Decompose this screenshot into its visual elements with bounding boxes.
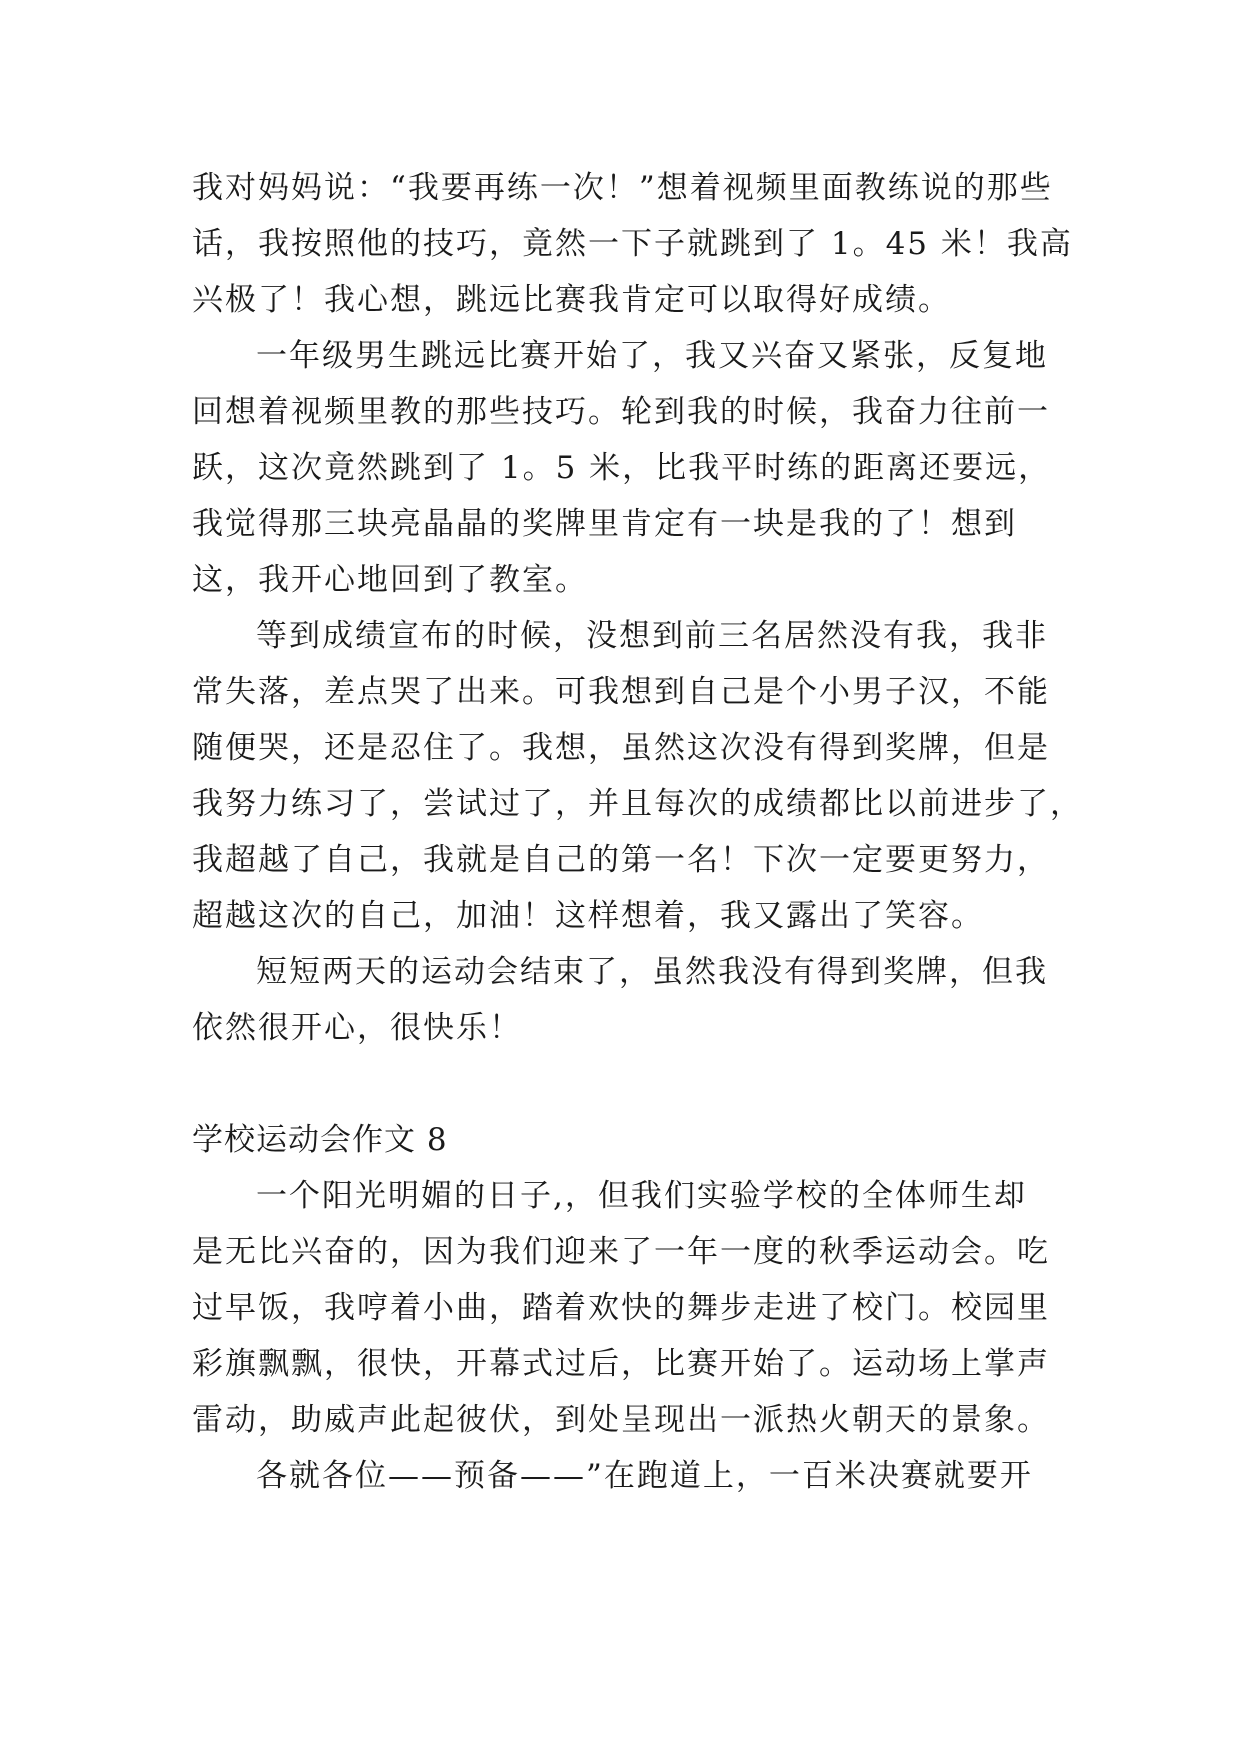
paragraph-line: 超越这次的自己，加油！这样想着，我又露出了笑容。	[192, 898, 984, 934]
paragraph-line: 雷动，助威声此起彼伏，到处呈现出一派热火朝天的景象。	[192, 1402, 1050, 1438]
paragraph-line: 兴极了！我心想，跳远比赛我肯定可以取得好成绩。	[192, 282, 951, 318]
paragraph-line: 过早饭，我哼着小曲，踏着欢快的舞步走进了校门。校园里	[192, 1290, 1050, 1326]
paragraph-line: 跃，这次竟然跳到了 1。5 米，比我平时练的距离还要远，	[192, 450, 1052, 486]
paragraph-line: 一个阳光明媚的日子,，但我们实验学校的全体师生却	[256, 1178, 1027, 1214]
paragraph-line: 回想着视频里教的那些技巧。轮到我的时候，我奋力往前一	[192, 394, 1050, 430]
paragraph-line: 等到成绩宣布的时候，没想到前三名居然没有我，我非	[256, 618, 1048, 654]
paragraph-line: 随便哭，还是忍住了。我想，虽然这次没有得到奖牌，但是	[192, 730, 1050, 766]
paragraph-line: 这，我开心地回到了教室。	[192, 562, 588, 598]
paragraph-line: 常失落，差点哭了出来。可我想到自己是个小男子汉，不能	[192, 674, 1050, 710]
paragraph-line: 依然很开心，很快乐！	[192, 1010, 522, 1046]
paragraph-line: 我努力练习了，尝试过了，并且每次的成绩都比以前进步了，	[192, 786, 1083, 822]
essay-title: 学校运动会作文 8	[192, 1122, 448, 1158]
paragraph-line: 彩旗飘飘，很快，开幕式过后，比赛开始了。运动场上掌声	[192, 1346, 1050, 1382]
paragraph-line: 各就各位——预备——”在跑道上，一百米决赛就要开	[256, 1458, 1033, 1494]
paragraph-line: 我觉得那三块亮晶晶的奖牌里肯定有一块是我的了！想到	[192, 506, 1017, 542]
paragraph-line: 短短两天的运动会结束了，虽然我没有得到奖牌，但我	[256, 954, 1048, 990]
paragraph-line: 我对妈妈说：“我要再练一次！”想着视频里面教练说的那些	[192, 170, 1053, 206]
paragraph-line: 是无比兴奋的，因为我们迎来了一年一度的秋季运动会。吃	[192, 1234, 1050, 1270]
paragraph-line: 我超越了自己，我就是自己的第一名！下次一定要更努力，	[192, 842, 1050, 878]
paragraph-line: 一年级男生跳远比赛开始了，我又兴奋又紧张，反复地	[256, 338, 1048, 374]
paragraph-line: 话，我按照他的技巧，竟然一下子就跳到了 1。45 米！我高	[192, 226, 1073, 262]
